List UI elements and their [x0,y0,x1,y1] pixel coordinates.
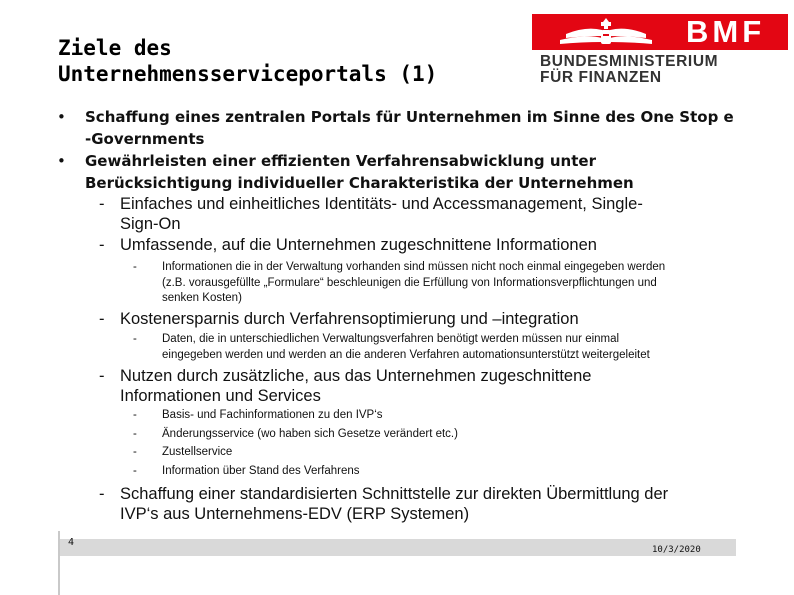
footer-bar [60,539,736,556]
detail-text-line: senken Kosten) [162,292,242,304]
detail-text-line: Daten, die in unterschiedlichen Verwaltungsverfahren benötigt werden müssen nur einmal [162,333,620,345]
sub-item [99,310,720,330]
bullet-text-line: Schaffung eines zentralen Portals für Unternehmen im Sinne des One Stop e [85,108,734,126]
sub-item-marker: - [99,195,105,213]
list-item-marker: - [133,465,137,477]
austrian-eagle-icon [546,14,666,50]
sub-item [99,195,720,234]
list-item [133,445,662,460]
detail-text-line: eingegeben werden und werden an die anderen Verfahren automationsunterstützt weitergeleitet [162,348,650,361]
sub-item-marker: - [99,485,105,503]
bullet-text-line: Berücksichtigung individueller Charakteristika der Unternehmen [85,174,634,192]
bullet-text-line: Gewährleisten einer effizienten Verfahrensabwicklung unter [85,152,596,170]
list-item-text: Zustellservice [162,446,233,458]
page-number: 4 [68,537,75,548]
bullet-marker: • [57,108,66,126]
slide-title-line-1: Ziele des [58,36,172,60]
logo-ministry-text [540,54,718,86]
list-item-marker: - [133,446,137,458]
sub-item-text-line: Schaffung einer standardisierten Schnittstelle zur direkten Übermittlung der [120,485,669,503]
sub-item-marker: - [99,236,105,254]
detail-item [133,260,742,307]
logo-red-band [532,14,788,50]
logo-ministry-line-2: FÜR FINANZEN [540,69,662,86]
sub-item-text-line: Umfassende, auf die Unternehmen zugeschnittene Informationen [120,236,597,254]
list-item-marker: - [133,409,137,421]
list-item [133,427,662,442]
sub-item-marker: - [99,367,105,385]
bullet-text-line: -Governments [85,130,205,148]
sub-item [99,367,720,406]
logo-brand-text: BMF [686,14,766,49]
detail-text-line: (z.B. vorausgefüllte „Formulare“ beschleunigen die Erfüllung von Informationsverpflichtungen und [162,276,657,289]
sub-item-text-line: Einfaches und einheitliches Identitäts- und Accessmanagement, Single- [120,195,643,213]
detail-text-line: Informationen die in der Verwaltung vorhanden sind müssen nicht noch einmal eingegeben werden [162,261,666,273]
sub-item [99,236,720,256]
sub-item-text-line: Kostenersparnis durch Verfahrensoptimierung und –integration [120,310,579,328]
bullet-item [57,150,745,194]
bmf-logo [532,14,790,88]
sub-item-text-line: Informationen und Services [120,386,321,405]
list-item [133,464,662,479]
list-item-text: Basis- und Fachinformationen zu den IVP‘s [162,409,383,421]
sub-item-text-line: Nutzen durch zusätzliche, aus das Unternehmen zugeschnittene [120,367,592,385]
bullet-marker: • [57,152,66,170]
detail-item-marker: - [133,261,137,273]
slide-date: 10/3/2020 [652,545,701,555]
logo-ministry-line-1: BUNDESMINISTERIUM [540,53,719,70]
bullet-item [57,106,745,150]
detail-item-marker: - [133,333,137,345]
slide-title-line-2: Unternehmensserviceportals (1) [58,62,438,86]
sub-item [99,485,720,524]
detail-item [133,332,742,363]
list-item-text: Information über Stand des Verfahrens [162,465,360,477]
sub-item-text-line: IVP‘s aus Unternehmens-EDV (ERP Systemen) [120,504,470,523]
list-item [133,408,662,423]
list-item-marker: - [133,428,137,440]
sub-item-marker: - [99,310,105,328]
sub-item-text-line: Sign-On [120,214,181,233]
slide-title [58,35,437,87]
list-item-text: Änderungsservice (wo haben sich Gesetze verändert etc.) [162,428,458,440]
